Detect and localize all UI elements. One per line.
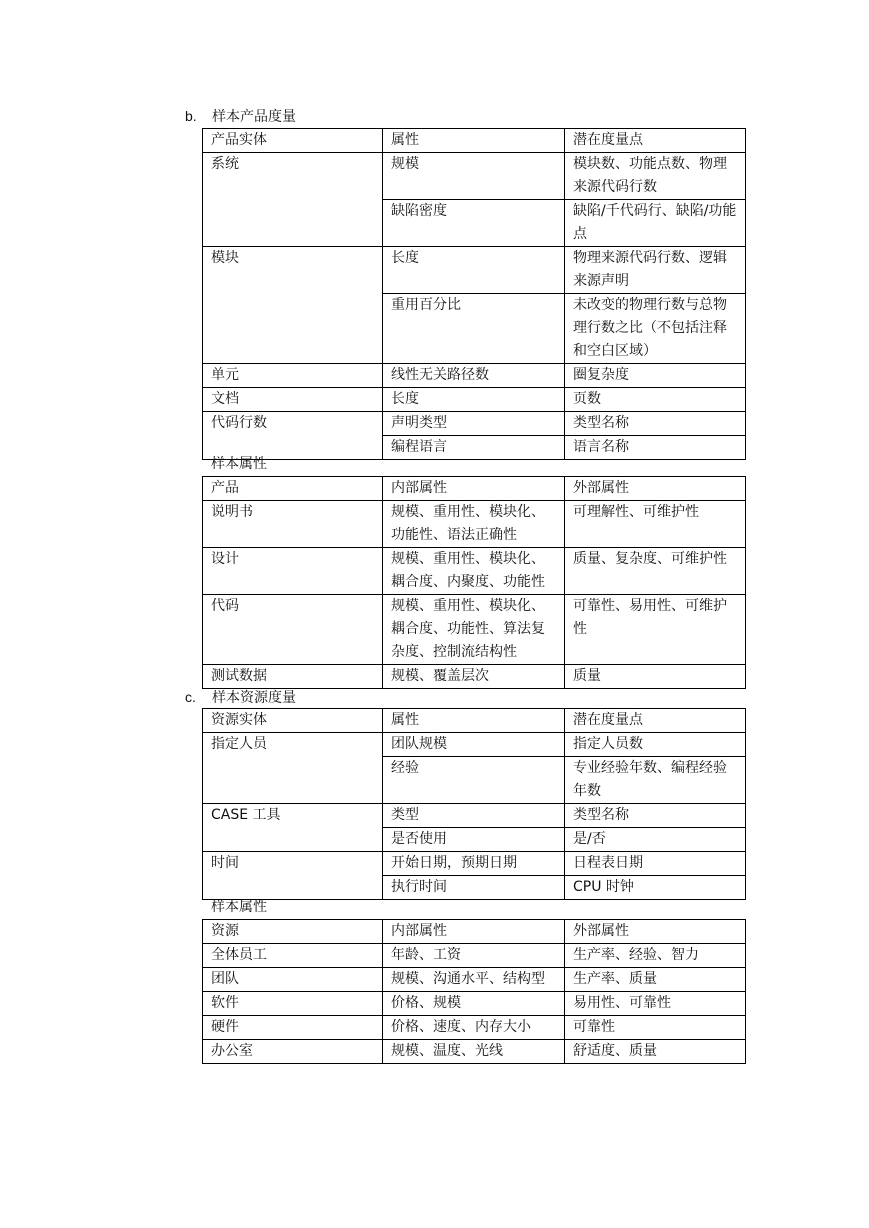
table-row — [203, 992, 746, 1016]
metric-cell: 是/否 — [565, 828, 746, 852]
cell: 质量 — [565, 665, 746, 689]
cell: 可理解性、可维护性 — [565, 501, 746, 548]
metric-cell: 日程表日期 — [565, 852, 746, 876]
header-cell: 产品实体 — [203, 129, 383, 153]
section-b-title: 样本产品度量 — [212, 109, 296, 125]
header-cell: 资源 — [203, 920, 383, 944]
metric-cell: CPU 时钟 — [565, 876, 746, 900]
table-row — [203, 548, 746, 595]
attribute-cell: 线性无关路径数 — [383, 364, 565, 388]
product-attribute-table — [202, 476, 746, 689]
cell: 规模、温度、光线 — [383, 1040, 565, 1064]
table-row — [203, 412, 746, 436]
metric-cell: 指定人员数 — [565, 733, 746, 757]
attribute-cell: 类型 — [383, 804, 565, 828]
attribute-cell: 开始日期，预期日期 — [383, 852, 565, 876]
attribute-cell: 团队规模 — [383, 733, 565, 757]
metric-cell: 页数 — [565, 388, 746, 412]
metric-cell: 未改变的物理行数与总物理行数之比（不包括注释和空白区域） — [565, 294, 746, 364]
entity-cell: 模块 — [203, 247, 383, 364]
attribute-cell: 编程语言 — [383, 436, 565, 460]
cell: 舒适度、质量 — [565, 1040, 746, 1064]
metric-cell: 专业经验年数、编程经验年数 — [565, 757, 746, 804]
table-row — [203, 1016, 746, 1040]
attribute-cell: 经验 — [383, 757, 565, 804]
cell: 规模、重用性、模块化、耦合度、功能性、算法复杂度、控制流结构性 — [383, 595, 565, 665]
table-row — [203, 1040, 746, 1064]
entity-cell: 系统 — [203, 153, 383, 247]
metric-cell: 圈复杂度 — [565, 364, 746, 388]
attribute-cell: 声明类型 — [383, 412, 565, 436]
cell: 规模、沟通水平、结构型 — [383, 968, 565, 992]
header-cell: 外部属性 — [565, 920, 746, 944]
table-row — [203, 247, 746, 294]
section-c-heading — [185, 686, 296, 708]
metric-cell: 语言名称 — [565, 436, 746, 460]
table-row — [203, 852, 746, 876]
resource-attribute-table — [202, 919, 746, 1064]
entity-cell: 指定人员 — [203, 733, 383, 804]
cell: 质量、复杂度、可维护性 — [565, 548, 746, 595]
metric-cell: 物理来源代码行数、逻辑来源声明 — [565, 247, 746, 294]
entity-cell: CASE 工具 — [203, 804, 383, 852]
section-c-subtitle: 样本属性 — [211, 899, 267, 915]
cell: 可靠性 — [565, 1016, 746, 1040]
cell: 软件 — [203, 992, 383, 1016]
cell: 可靠性、易用性、可维护性 — [565, 595, 746, 665]
section-b-letter: b. — [185, 108, 197, 124]
cell: 代码 — [203, 595, 383, 665]
table-header-row — [203, 709, 746, 733]
product-entity-table — [202, 128, 746, 460]
entity-cell: 代码行数 — [203, 412, 383, 460]
table-header-row — [203, 920, 746, 944]
attribute-cell: 重用百分比 — [383, 294, 565, 364]
cell: 生产率、经验、智力 — [565, 944, 746, 968]
cell: 规模、重用性、模块化、功能性、语法正确性 — [383, 501, 565, 548]
header-cell: 资源实体 — [203, 709, 383, 733]
cell: 设计 — [203, 548, 383, 595]
cell: 生产率、质量 — [565, 968, 746, 992]
table-row — [203, 153, 746, 200]
cell: 易用性、可靠性 — [565, 992, 746, 1016]
cell: 规模、重用性、模块化、耦合度、内聚度、功能性 — [383, 548, 565, 595]
header-cell: 产品 — [203, 477, 383, 501]
resource-entity-table — [202, 708, 746, 900]
section-b-heading — [185, 105, 296, 127]
metric-cell: 类型名称 — [565, 804, 746, 828]
metric-cell: 模块数、功能点数、物理来源代码行数 — [565, 153, 746, 200]
metric-cell: 类型名称 — [565, 412, 746, 436]
cell: 说明书 — [203, 501, 383, 548]
attribute-cell: 长度 — [383, 388, 565, 412]
header-cell: 潜在度量点 — [565, 129, 746, 153]
cell: 规模、覆盖层次 — [383, 665, 565, 689]
section-c-title: 样本资源度量 — [212, 690, 296, 706]
entity-cell: 文档 — [203, 388, 383, 412]
attribute-cell: 执行时间 — [383, 876, 565, 900]
header-cell: 内部属性 — [383, 477, 565, 501]
cell: 团队 — [203, 968, 383, 992]
table-row — [203, 364, 746, 388]
table-row — [203, 944, 746, 968]
table-row — [203, 733, 746, 757]
table-row — [203, 501, 746, 548]
cell: 价格、规模 — [383, 992, 565, 1016]
header-cell: 属性 — [383, 709, 565, 733]
header-cell: 内部属性 — [383, 920, 565, 944]
header-cell: 外部属性 — [565, 477, 746, 501]
cell: 办公室 — [203, 1040, 383, 1064]
cell: 测试数据 — [203, 665, 383, 689]
table-header-row — [203, 477, 746, 501]
attribute-cell: 规模 — [383, 153, 565, 200]
header-cell: 属性 — [383, 129, 565, 153]
table-row — [203, 804, 746, 828]
section-c-letter: c. — [185, 689, 196, 705]
attribute-cell: 是否使用 — [383, 828, 565, 852]
cell: 硬件 — [203, 1016, 383, 1040]
table-row — [203, 595, 746, 665]
header-cell: 潜在度量点 — [565, 709, 746, 733]
cell: 年龄、工资 — [383, 944, 565, 968]
table-row — [203, 665, 746, 689]
entity-cell: 单元 — [203, 364, 383, 388]
table-row — [203, 388, 746, 412]
attribute-cell: 缺陷密度 — [383, 200, 565, 247]
table-row — [203, 968, 746, 992]
attribute-cell: 长度 — [383, 247, 565, 294]
table-header-row — [203, 129, 746, 153]
section-b-subtitle: 样本属性 — [211, 456, 267, 472]
cell: 全体员工 — [203, 944, 383, 968]
cell: 价格、速度、内存大小 — [383, 1016, 565, 1040]
entity-cell: 时间 — [203, 852, 383, 900]
metric-cell: 缺陷/千代码行、缺陷/功能点 — [565, 200, 746, 247]
